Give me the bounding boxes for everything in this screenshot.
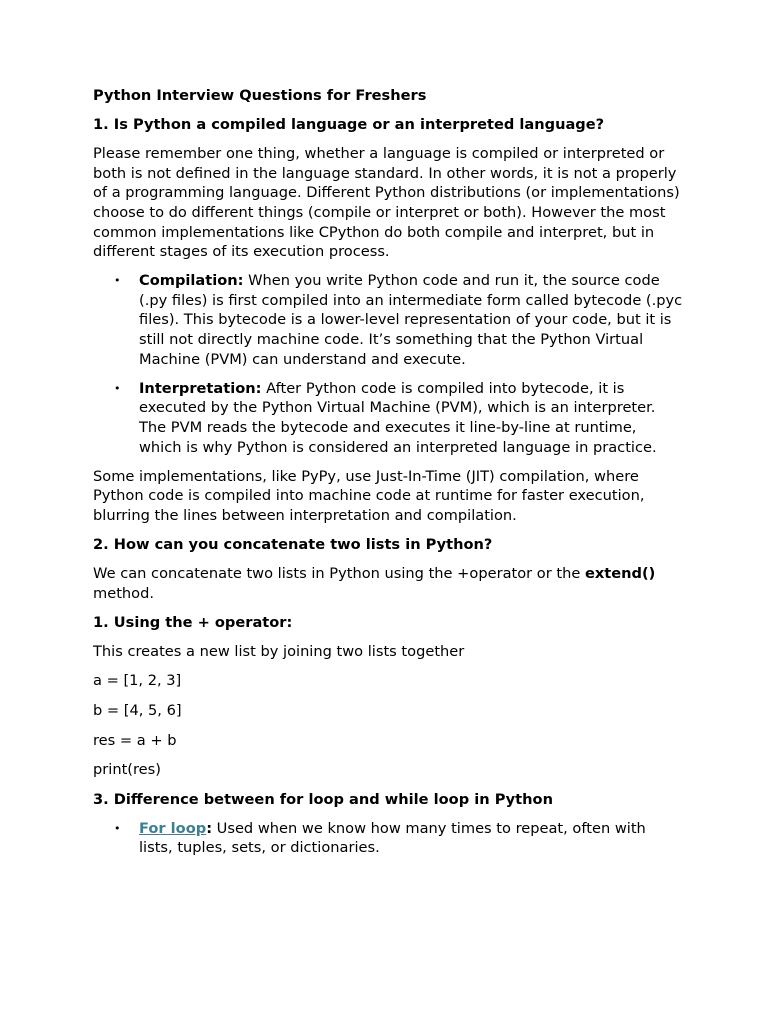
question-1-intro: Please remember one thing, whether a language is compiled or interpreted or both is not defined in the language standard. In other words, it is not a properly of a programming language. Different Python distributions (or implementations) choose to do different things (compile or interpret or both). However the most common implementations like CPython do both compile and interpret, but in different stages of its execution process. xyxy=(93,145,680,261)
question-2-intro xyxy=(93,564,683,603)
page-title: Python Interview Questions for Freshers xyxy=(93,87,427,104)
question-2-intro-text: We can concatenate two lists in Python using the +operator or the xyxy=(93,564,585,582)
bullet-icon: • xyxy=(114,274,121,288)
question-3-heading: 3. Difference between for loop and while loop in Python xyxy=(93,790,553,808)
bullet-icon: • xyxy=(114,821,121,835)
bullet-icon: • xyxy=(114,381,121,395)
question-1-bullet-list xyxy=(93,271,683,457)
bullet-colon: : xyxy=(206,819,213,837)
list-item xyxy=(93,379,683,457)
question-2-heading: 2. How can you concatenate two lists in Python? xyxy=(93,535,493,553)
list-item xyxy=(93,819,683,858)
bullet-text: Used when we know how many times to repeat, often with lists, tuples, sets, or dictionaries. xyxy=(139,819,646,857)
question-1-heading: 1. Is Python a compiled language or an interpreted language? xyxy=(93,116,605,134)
question-2-subtext: This creates a new list by joining two lists together xyxy=(93,642,465,660)
code-line: b = [4, 5, 6] xyxy=(93,701,182,719)
code-line: print(res) xyxy=(93,761,161,779)
bullet-text: After Python code is compiled into bytecode, it is executed by the Python Virtual Machine (PVM), which is an interpreter. The PVM reads the bytecode and executes it line-by-line at runtime, which is why Python is considered an interpreted language in practice. xyxy=(139,379,657,456)
list-item xyxy=(93,271,683,369)
question-2-subheading: 1. Using the + operator: xyxy=(93,613,293,631)
bullet-term: Interpretation: xyxy=(139,379,262,397)
question-1-outro: Some implementations, like PyPy, use Just-In-Time (JIT) compilation, where Python code is compiled into machine code at runtime for faster execution, blurring the lines between interpretation and compilation. xyxy=(93,467,645,524)
for-loop-link[interactable]: For loop xyxy=(139,819,207,837)
bullet-text: When you write Python code and run it, the source code (.py files) is first compiled into an intermediate form called bytecode (.pyc files). This bytecode is a lower-level representation of your code, but it is still not directly machine code. It’s something that the Python Virtual Machine (PVM) can understand and execute. xyxy=(139,272,683,368)
question-3-bullet-list xyxy=(93,819,683,858)
code-line: res = a + b xyxy=(93,731,177,749)
bullet-term: Compilation: xyxy=(139,272,244,290)
document-page xyxy=(93,86,683,868)
code-line: a = [1, 2, 3] xyxy=(93,672,182,690)
extend-method-name: extend() xyxy=(584,564,656,582)
question-2-intro-end: method. xyxy=(93,584,154,602)
